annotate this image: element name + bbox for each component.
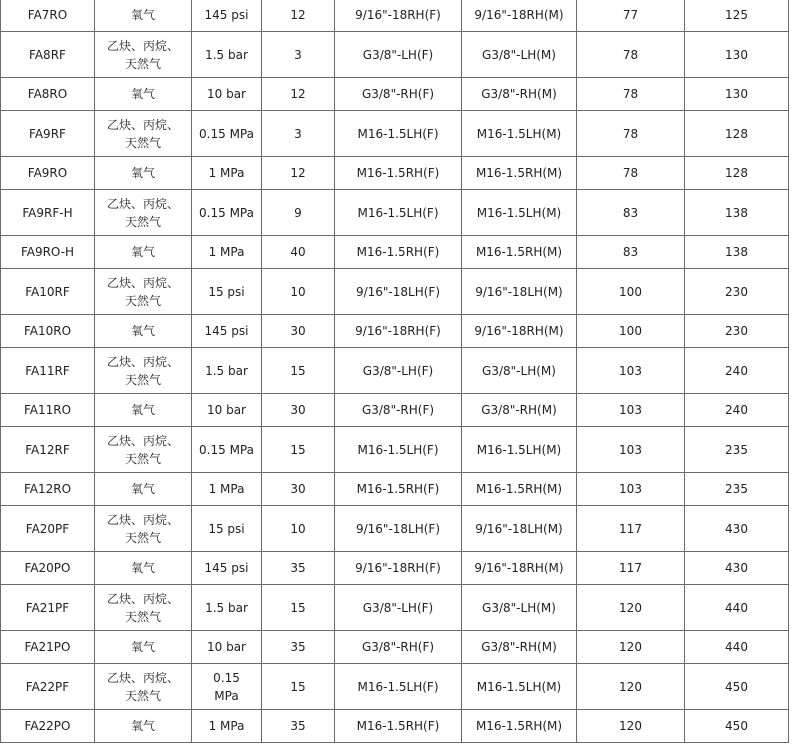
length-cell: 78 [577,32,685,78]
flow-cell: 30 [262,315,335,348]
outlet-cell: M16-1.5RH(M) [462,473,577,506]
pressure-cell: 10 bar [192,78,262,111]
gas-cell: 氧气 [95,78,192,111]
pressure-cell: 0.15 MPa [192,190,262,236]
gas-cell: 氧气 [95,0,192,32]
weight-cell: 130 [685,32,789,78]
gas-cell: 氧气 [95,631,192,664]
gas-cell: 乙炔、丙烷、 天然气 [95,269,192,315]
pressure-cell: 1 MPa [192,236,262,269]
outlet-cell: M16-1.5RH(M) [462,236,577,269]
weight-cell: 125 [685,0,789,32]
weight-cell: 430 [685,552,789,585]
outlet-cell: 9/16"-18LH(M) [462,506,577,552]
weight-cell: 230 [685,315,789,348]
gas-cell: 乙炔、丙烷、 天然气 [95,585,192,631]
inlet-cell: G3/8"-LH(F) [335,32,462,78]
flow-cell: 15 [262,348,335,394]
length-cell: 78 [577,78,685,111]
gas-cell: 氧气 [95,710,192,743]
table-row [1,585,789,631]
pressure-cell: 145 psi [192,552,262,585]
flow-cell: 15 [262,585,335,631]
length-cell: 100 [577,269,685,315]
inlet-cell: M16-1.5RH(F) [335,236,462,269]
outlet-cell: G3/8"-LH(M) [462,585,577,631]
length-cell: 103 [577,473,685,506]
length-cell: 103 [577,348,685,394]
inlet-cell: M16-1.5LH(F) [335,427,462,473]
flow-cell: 35 [262,552,335,585]
model-cell: FA22PF [1,664,95,710]
outlet-cell: M16-1.5LH(M) [462,190,577,236]
gas-cell: 氧气 [95,473,192,506]
inlet-cell: G3/8"-RH(F) [335,394,462,427]
model-cell: FA20PF [1,506,95,552]
length-cell: 78 [577,111,685,157]
weight-cell: 138 [685,236,789,269]
length-cell: 103 [577,427,685,473]
flow-cell: 3 [262,111,335,157]
table-row [1,394,789,427]
length-cell: 120 [577,664,685,710]
weight-cell: 450 [685,710,789,743]
weight-cell: 128 [685,157,789,190]
gas-cell: 乙炔、丙烷、 天然气 [95,32,192,78]
pressure-cell: 15 psi [192,269,262,315]
pressure-cell: 10 bar [192,631,262,664]
inlet-cell: 9/16"-18RH(F) [335,315,462,348]
outlet-cell: 9/16"-18LH(M) [462,269,577,315]
length-cell: 120 [577,710,685,743]
model-cell: FA9RF-H [1,190,95,236]
model-cell: FA11RF [1,348,95,394]
flow-cell: 12 [262,157,335,190]
outlet-cell: M16-1.5RH(M) [462,710,577,743]
pressure-cell: 145 psi [192,315,262,348]
length-cell: 120 [577,585,685,631]
table-row [1,157,789,190]
model-cell: FA21PO [1,631,95,664]
length-cell: 83 [577,190,685,236]
model-cell: FA20PO [1,552,95,585]
pressure-cell: 1 MPa [192,473,262,506]
weight-cell: 138 [685,190,789,236]
inlet-cell: M16-1.5LH(F) [335,664,462,710]
weight-cell: 128 [685,111,789,157]
model-cell: FA9RO-H [1,236,95,269]
gas-cell: 乙炔、丙烷、 天然气 [95,427,192,473]
length-cell: 120 [577,631,685,664]
model-cell: FA11RO [1,394,95,427]
pressure-cell: 1.5 bar [192,32,262,78]
inlet-cell: G3/8"-LH(F) [335,585,462,631]
table-row [1,111,789,157]
outlet-cell: M16-1.5RH(M) [462,157,577,190]
weight-cell: 240 [685,394,789,427]
length-cell: 77 [577,0,685,32]
weight-cell: 430 [685,506,789,552]
model-cell: FA9RO [1,157,95,190]
table-row [1,348,789,394]
outlet-cell: G3/8"-RH(M) [462,631,577,664]
gas-cell: 乙炔、丙烷、 天然气 [95,190,192,236]
length-cell: 117 [577,552,685,585]
pressure-cell: 15 psi [192,506,262,552]
flow-cell: 30 [262,473,335,506]
model-cell: FA8RF [1,32,95,78]
model-cell: FA10RO [1,315,95,348]
flow-cell: 30 [262,394,335,427]
weight-cell: 235 [685,473,789,506]
flow-cell: 3 [262,32,335,78]
table-row [1,710,789,743]
length-cell: 83 [577,236,685,269]
model-cell: FA12RO [1,473,95,506]
length-cell: 100 [577,315,685,348]
inlet-cell: M16-1.5LH(F) [335,190,462,236]
inlet-cell: M16-1.5RH(F) [335,157,462,190]
gas-cell: 乙炔、丙烷、 天然气 [95,664,192,710]
model-cell: FA8RO [1,78,95,111]
outlet-cell: 9/16"-18RH(M) [462,552,577,585]
model-cell: FA22PO [1,710,95,743]
inlet-cell: 9/16"-18LH(F) [335,269,462,315]
flow-cell: 10 [262,269,335,315]
model-cell: FA10RF [1,269,95,315]
gas-cell: 氧气 [95,236,192,269]
flow-cell: 12 [262,78,335,111]
length-cell: 103 [577,394,685,427]
inlet-cell: G3/8"-RH(F) [335,78,462,111]
gas-cell: 氧气 [95,394,192,427]
flow-cell: 35 [262,710,335,743]
outlet-cell: G3/8"-RH(M) [462,78,577,111]
table-row [1,190,789,236]
weight-cell: 440 [685,585,789,631]
pressure-cell: 10 bar [192,394,262,427]
weight-cell: 235 [685,427,789,473]
outlet-cell: M16-1.5LH(M) [462,664,577,710]
length-cell: 78 [577,157,685,190]
model-cell: FA21PF [1,585,95,631]
inlet-cell: M16-1.5RH(F) [335,710,462,743]
outlet-cell: G3/8"-LH(M) [462,32,577,78]
flow-cell: 35 [262,631,335,664]
weight-cell: 230 [685,269,789,315]
inlet-cell: G3/8"-LH(F) [335,348,462,394]
weight-cell: 130 [685,78,789,111]
flow-cell: 40 [262,236,335,269]
table-row [1,552,789,585]
outlet-cell: 9/16"-18RH(M) [462,0,577,32]
table-row [1,315,789,348]
gas-cell: 乙炔、丙烷、 天然气 [95,506,192,552]
weight-cell: 440 [685,631,789,664]
model-cell: FA7RO [1,0,95,32]
table-row [1,506,789,552]
length-cell: 117 [577,506,685,552]
flow-cell: 15 [262,427,335,473]
inlet-cell: 9/16"-18RH(F) [335,0,462,32]
inlet-cell: M16-1.5LH(F) [335,111,462,157]
flow-cell: 15 [262,664,335,710]
pressure-cell: 0.15 MPa [192,664,262,710]
table-row [1,473,789,506]
gas-cell: 氧气 [95,315,192,348]
weight-cell: 240 [685,348,789,394]
model-cell: FA12RF [1,427,95,473]
pressure-cell: 1 MPa [192,157,262,190]
inlet-cell: 9/16"-18LH(F) [335,506,462,552]
pressure-cell: 0.15 MPa [192,111,262,157]
outlet-cell: G3/8"-RH(M) [462,394,577,427]
table-row [1,664,789,710]
outlet-cell: G3/8"-LH(M) [462,348,577,394]
pressure-cell: 145 psi [192,0,262,32]
gas-cell: 氧气 [95,157,192,190]
flow-cell: 9 [262,190,335,236]
weight-cell: 450 [685,664,789,710]
pressure-cell: 1.5 bar [192,585,262,631]
flow-cell: 10 [262,506,335,552]
gas-cell: 氧气 [95,552,192,585]
model-cell: FA9RF [1,111,95,157]
table-row [1,236,789,269]
pressure-cell: 1.5 bar [192,348,262,394]
table-row [1,631,789,664]
table-row [1,269,789,315]
table-row [1,0,789,32]
inlet-cell: M16-1.5RH(F) [335,473,462,506]
flow-cell: 12 [262,0,335,32]
table-row [1,32,789,78]
gas-cell: 乙炔、丙烷、 天然气 [95,348,192,394]
table-row [1,427,789,473]
pressure-cell: 0.15 MPa [192,427,262,473]
table-row [1,78,789,111]
inlet-cell: 9/16"-18RH(F) [335,552,462,585]
gas-cell: 乙炔、丙烷、 天然气 [95,111,192,157]
outlet-cell: M16-1.5LH(M) [462,111,577,157]
outlet-cell: 9/16"-18RH(M) [462,315,577,348]
inlet-cell: G3/8"-RH(F) [335,631,462,664]
outlet-cell: M16-1.5LH(M) [462,427,577,473]
pressure-cell: 1 MPa [192,710,262,743]
